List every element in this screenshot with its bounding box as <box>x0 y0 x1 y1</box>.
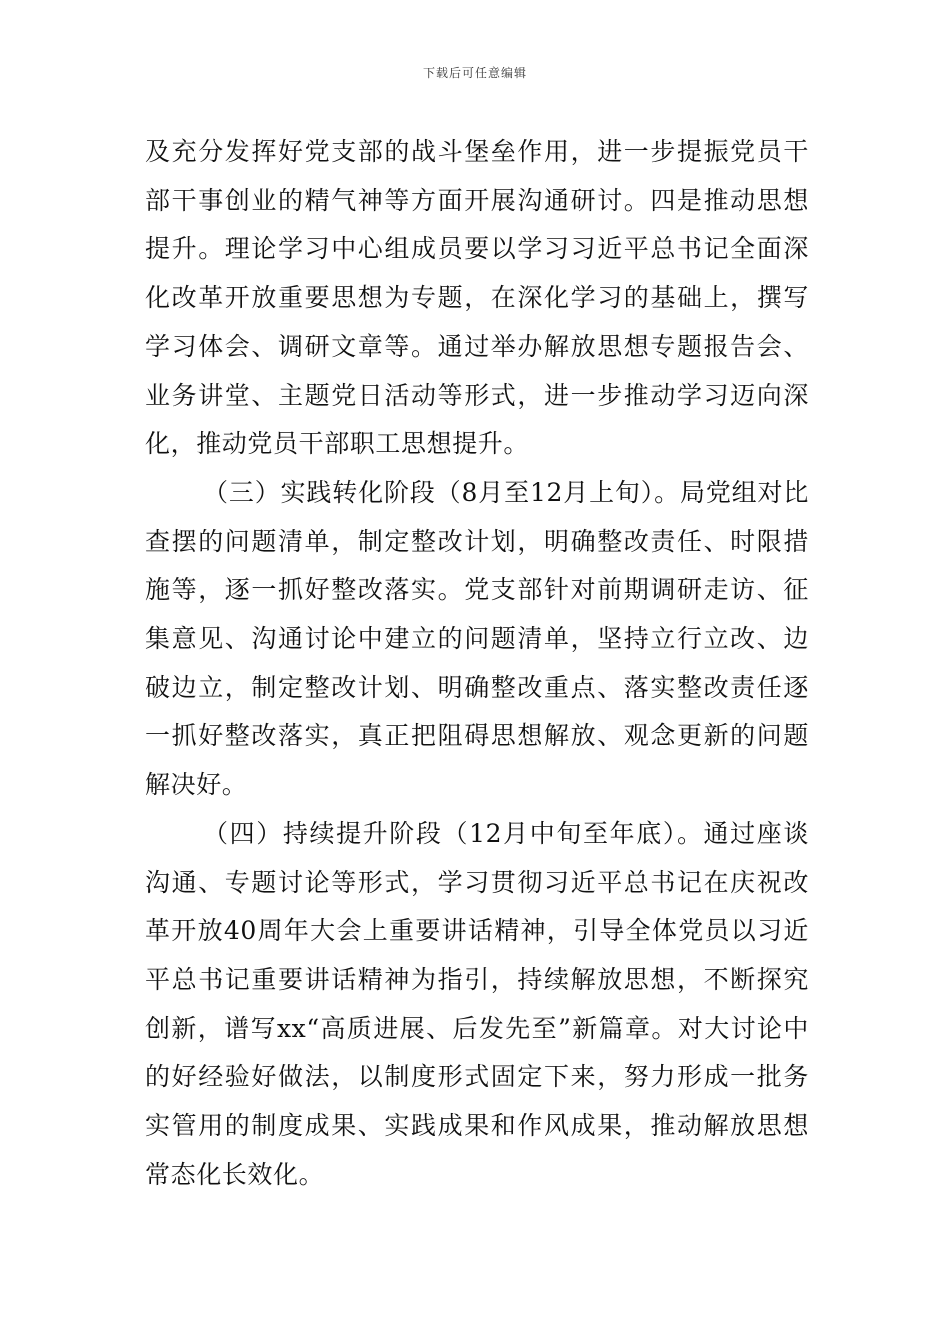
paragraph-continuous-improvement-stage: （四）持续提升阶段（12月中旬至年底）。通过座谈沟通、专题讨论等形式，学习贯彻习近平总书记在庆祝改革开放40周年大会上重要讲话精神，引导全体党员以习近平总书记重要讲话精神为指引，持续解放思想，不断探究创新，谱写xx“高质进展、后发先至”新篇章。对大讨论中的好经验好做法，以制度形式固定下来，努力形成一批务实管用的制度成果、实践成果和作风成果，推动解放思想常态化长效化。 <box>145 818 809 1189</box>
page-header: 下载后可任意编辑 <box>422 66 527 80</box>
paragraph-practice-stage: （三）实践转化阶段（8月至12月上旬）。局党组对比查摆的问题清单，制定整改计划，明确整改责任、时限措施等，逐一抓好整改落实。党支部针对前期调研走访、征集意见、沟通讨论中建立的问题清单，坚持立行立改、边破边立，制定整改计划、明确整改重点、落实整改责任逐一抓好整改落实，真正把阻碍思想解放、观念更新的问题解决好。 <box>145 477 809 800</box>
document-body <box>145 128 809 1199</box>
paragraph-continued: 及充分发挥好党支部的战斗堡垒作用，进一步提振党员干部干事创业的精气神等方面开展沟通研讨。四是推动思想提升。理论学习中心组成员要以学习习近平总书记全面深化改革开放重要思想为专题，在深化学习的基础上，撰写学习体会、调研文章等。通过举办解放思想专题报告会、业务讲堂、主题党日活动等形式，进一步推动学习迈向深化，推动党员干部职工思想提升。 <box>145 137 809 459</box>
